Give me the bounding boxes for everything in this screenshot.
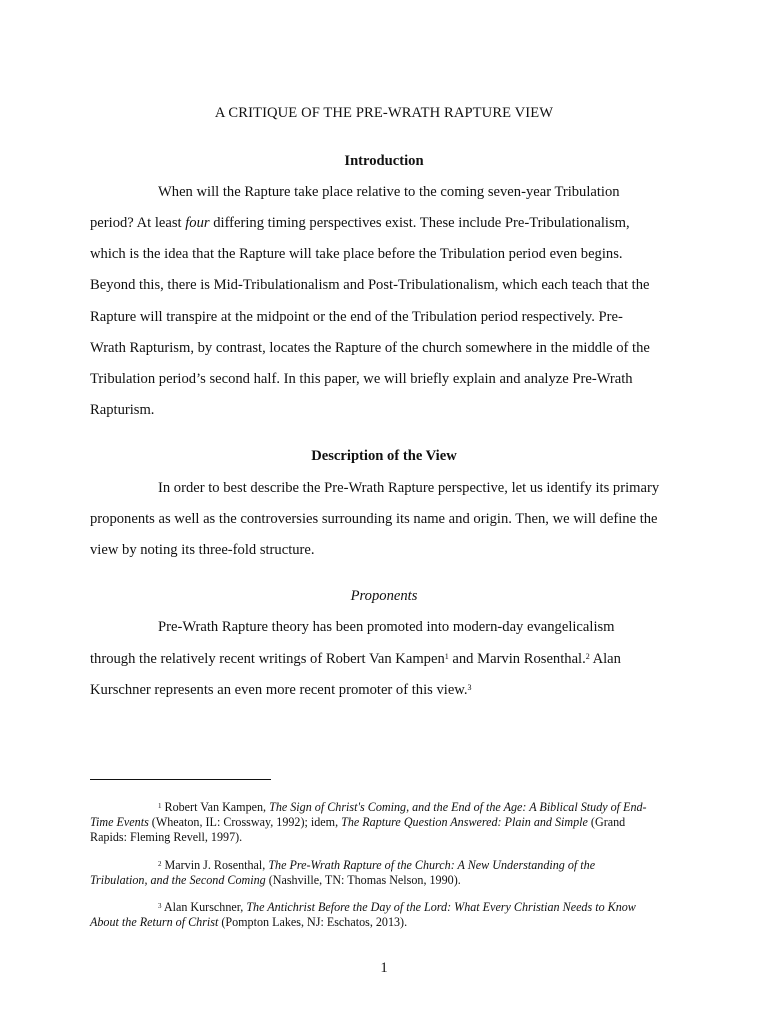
proponents-line-2-text-c: Alan — [589, 651, 621, 667]
footnote-1-pub-3: Rapids: Fleming Revell, 1997). — [90, 830, 243, 844]
footnote-ref-1[interactable]: 1 — [444, 652, 449, 661]
intro-line-2-text-b: differing timing perspectives exist. These include Pre-Tribulationalism, — [209, 215, 630, 231]
footnote-separator — [90, 779, 271, 780]
footnote-3-title: The Antichrist Before the Day of the Lord: What Every Christian Needs to Know — [246, 900, 636, 914]
proponents-line-3 — [90, 681, 472, 699]
footnote-ref-2[interactable]: 2 — [585, 652, 590, 661]
intro-line-3-text: which is the idea that the Rapture will take place before the Tribulation period even begins. — [90, 246, 623, 262]
intro-line-2-text-a: period? At least — [90, 215, 186, 231]
description-line-3-text: view by noting its three-fold structure. — [90, 542, 315, 558]
proponents-line-1 — [158, 618, 615, 636]
footnote-1-line-2 — [90, 815, 625, 830]
intro-line-5-text: Rapture will transpire at the midpoint or the end of the Tribulation period respectively. Pre- — [90, 309, 623, 325]
intro-line-5 — [90, 308, 623, 326]
footnote-2-number: 2 — [158, 860, 162, 868]
intro-line-2-emphasis: four — [185, 215, 210, 231]
footnote-2-line-2 — [90, 873, 461, 888]
footnote-1-pub-2: (Grand — [587, 815, 626, 829]
proponents-line-2-text-b: and Marvin Rosenthal. — [448, 651, 586, 667]
footnote-2-title: The Pre-Wrath Rapture of the Church: A New Understanding of the — [268, 858, 596, 872]
page-number: 1 — [380, 960, 388, 976]
intro-line-6-text: Wrath Rapturism, by contrast, locates the Rapture of the church somewhere in the middle of the — [90, 340, 650, 356]
footnote-1-title: The Sign of Christ's Coming, and the End of the Age: A Biblical Study of End- — [269, 800, 647, 814]
footnote-3-pub: (Pompton Lakes, NJ: Eschatos, 2013). — [218, 915, 408, 929]
footnote-1-title-2: The Rapture Question Answered: Plain and Simple — [341, 815, 588, 829]
footnote-1-number: 1 — [158, 802, 162, 810]
footnote-3-number: 3 — [158, 902, 162, 910]
footnote-1-pub: (Wheaton, IL: Crossway, 1992); idem, — [148, 815, 342, 829]
description-line-2 — [90, 510, 658, 528]
intro-line-1-text: When will the Rapture take place relative to the coming seven-year Tribulation — [158, 184, 620, 200]
intro-line-4-text: Beyond this, there is Mid-Tribulationalism and Post-Tribulationalism, which each teach that the — [90, 277, 650, 293]
footnote-1-line-1 — [158, 800, 647, 815]
page-title: A CRITIQUE OF THE PRE-WRATH RAPTURE VIEW — [214, 105, 554, 121]
footnote-2-author: Marvin J. Rosenthal, — [161, 858, 269, 872]
proponents-line-1-text: Pre-Wrath Rapture theory has been promoted into modern-day evangelicalism — [158, 619, 615, 635]
proponents-line-3-text: Kurschner represents an even more recent promoter of this view. — [90, 682, 468, 698]
footnote-1-author: Robert Van Kampen, — [161, 800, 270, 814]
subsection-heading-proponents: Proponents — [350, 588, 418, 604]
intro-line-3 — [90, 245, 623, 263]
footnote-1-title-cont: Time Events — [90, 815, 149, 829]
intro-line-7 — [90, 370, 633, 388]
intro-line-7-text: Tribulation period’s second half. In this paper, we will briefly explain and analyze Pre-Wrath — [90, 371, 633, 387]
intro-line-2 — [90, 214, 630, 232]
intro-line-4 — [90, 276, 650, 294]
footnote-3-line-1 — [158, 900, 636, 915]
footnote-3-title-cont: About the Return of Christ — [90, 915, 219, 929]
intro-line-8 — [90, 401, 154, 419]
intro-line-8-text: Rapturism. — [90, 402, 155, 418]
description-line-3 — [90, 541, 315, 559]
section-heading-introduction: Introduction — [344, 153, 424, 169]
footnote-2-title-cont: Tribulation, and the Second Coming — [90, 873, 266, 887]
description-line-1 — [158, 479, 659, 497]
proponents-line-2 — [90, 650, 621, 668]
intro-line-6 — [90, 339, 650, 357]
description-line-1-text: In order to best describe the Pre-Wrath Rapture perspective, let us identify its primary — [158, 480, 660, 496]
footnote-3-author: Alan Kurschner, — [161, 900, 247, 914]
footnote-1-line-3 — [90, 830, 242, 845]
footnote-3-line-2 — [90, 915, 407, 930]
section-heading-description: Description of the View — [311, 448, 457, 464]
proponents-line-2-text-a: through the relatively recent writings of Robert Van Kampen — [90, 651, 445, 667]
footnote-2-line-1 — [158, 858, 595, 873]
description-line-2-text: proponents as well as the controversies surrounding its name and origin. Then, we will define the — [90, 511, 658, 527]
footnote-ref-3[interactable]: 3 — [467, 683, 472, 692]
footnote-2-pub: (Nashville, TN: Thomas Nelson, 1990). — [265, 873, 461, 887]
intro-line-1 — [158, 183, 620, 201]
